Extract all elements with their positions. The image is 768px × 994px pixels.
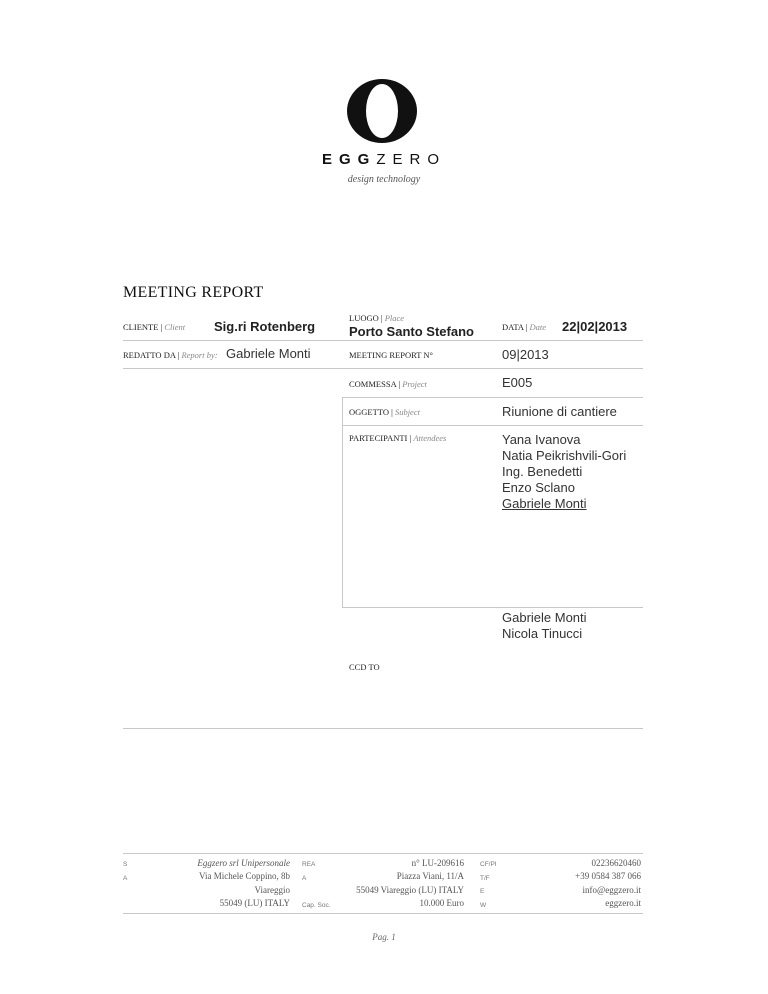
footer-website: eggzero.it	[605, 898, 641, 908]
ccd-label: CCD TO	[349, 662, 380, 672]
list-item: Nicola Tinucci	[502, 626, 583, 641]
footer-label: A	[302, 875, 307, 882]
client-value: Sig.ri Rotenberg	[214, 319, 316, 334]
divider	[342, 397, 643, 398]
attendees-list	[502, 432, 626, 512]
footer-divider	[123, 913, 643, 914]
author-value: Gabriele Monti	[226, 346, 311, 361]
list-item: Natia Peikrishvili-Gori	[502, 448, 627, 463]
footer-company: Eggzero srl Unipersonale	[197, 858, 290, 868]
list-item: Gabriele Monti	[502, 610, 587, 625]
subject-label: OGGETTO | Subject	[349, 407, 420, 417]
list-item: Yana Ivanova	[502, 432, 581, 447]
divider	[123, 728, 643, 729]
footer-label: REA	[302, 861, 316, 868]
list-item: Enzo Sclano	[502, 480, 575, 495]
attendees-label: PARTECIPANTI | Attendees	[349, 433, 447, 443]
footer-rea: n° LU-209616	[411, 858, 464, 868]
page-number: Pag. 1	[372, 932, 396, 942]
footer-label: CF/PI	[480, 861, 497, 868]
footer-label: E	[480, 888, 485, 895]
footer-capital: 10.000 Euro	[419, 898, 464, 908]
footer-label: Cap. Soc.	[302, 902, 331, 909]
footer-divider	[123, 853, 643, 854]
document-title: MEETING REPORT	[123, 284, 264, 301]
brand-tagline: design technology	[347, 174, 421, 185]
footer-city: Viareggio	[254, 885, 290, 895]
list-item: Ing. Benedetti	[502, 464, 583, 479]
divider	[123, 368, 643, 369]
footer-label: T/F	[480, 875, 490, 882]
author-label: REDATTO DA | Report by:	[123, 350, 218, 360]
subject-value: Riunione di cantiere	[502, 404, 617, 419]
list-item: Gabriele Monti	[502, 496, 587, 511]
footer-label: W	[480, 902, 487, 909]
project-value: E005	[502, 375, 533, 390]
divider	[123, 340, 643, 341]
footer-label: S	[123, 861, 128, 868]
footer-postal: 55049 (LU) ITALY	[219, 898, 290, 908]
footer-vat: 02236620460	[591, 858, 641, 868]
report-number-value: 09|2013	[502, 347, 549, 362]
brand-name: EGGZERO	[321, 151, 446, 168]
divider	[342, 425, 643, 426]
place-label: LUOGO | Place	[349, 313, 405, 323]
eggzero-logo-icon	[345, 78, 419, 144]
ccd-list	[502, 610, 587, 642]
report-number-label: MEETING REPORT N°	[349, 350, 433, 360]
footer-address: Via Michele Coppino, 8b	[199, 871, 290, 881]
place-value: Porto Santo Stefano	[349, 324, 474, 339]
footer-label: A	[123, 875, 128, 882]
footer-office-city: 55049 Viareggio (LU) ITALY	[356, 885, 464, 895]
divider	[342, 607, 643, 608]
footer-phone: +39 0584 387 066	[575, 871, 641, 881]
project-label: COMMESSA | Project	[349, 379, 427, 389]
client-label: CLIENTE | Client	[123, 322, 186, 332]
date-label: DATA | Date	[502, 322, 546, 332]
date-value: 22|02|2013	[562, 319, 628, 334]
footer-email: info@eggzero.it	[582, 885, 641, 895]
footer-office-address: Piazza Viani, 11/A	[396, 871, 464, 881]
divider	[342, 397, 343, 607]
